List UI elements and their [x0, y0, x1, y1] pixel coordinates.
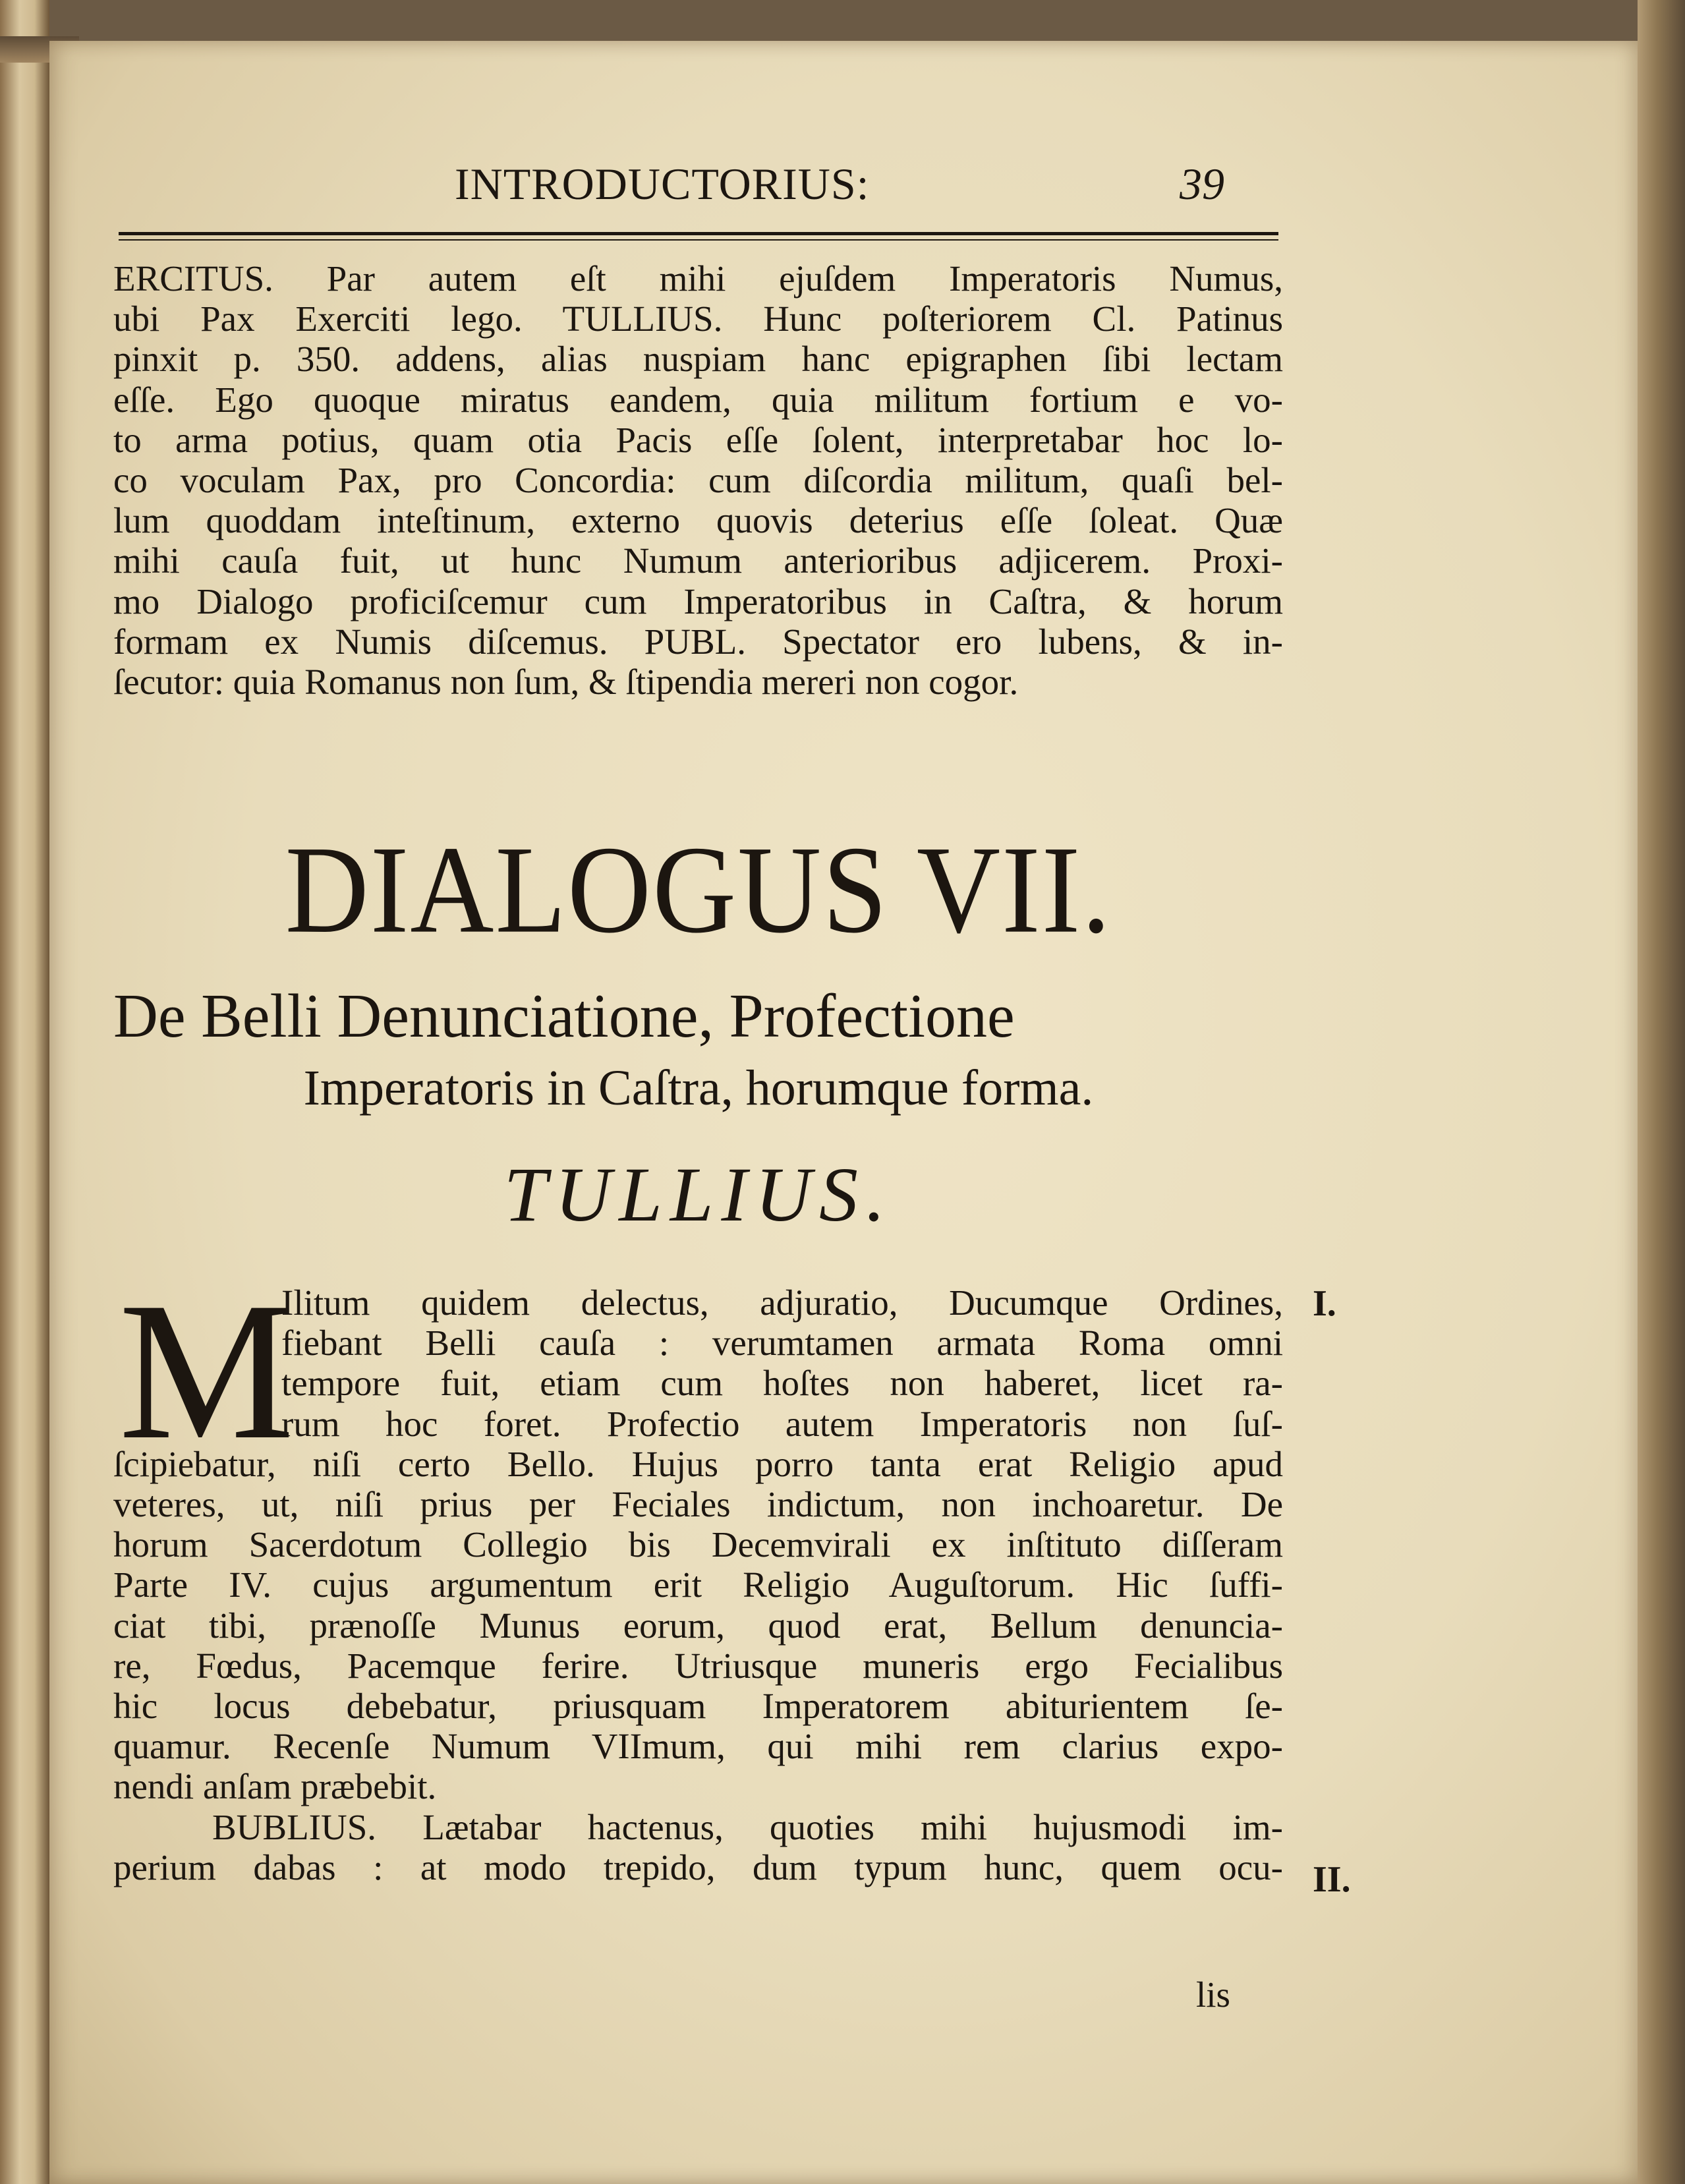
- text-line: BUBLIUS. Lætabar hactenus, quoties mihi hujusmodi im-: [212, 1806, 1283, 1847]
- text-line: mihi cauſa fuit, ut hunc Numum anterioribus adjicerem. Proxi-: [113, 540, 1283, 581]
- intro-paragraph: [113, 258, 1283, 702]
- text-line: hic locus debebatur, priusquam Imperatorem abiturientem ſe-: [113, 1686, 1283, 1727]
- speaker-heading: TULLIUS.: [503, 1151, 894, 1238]
- catchword: lis: [1196, 1974, 1230, 2015]
- chapter-heading: DIALOGUS VII.: [285, 820, 1112, 960]
- page-number: 39: [1180, 159, 1224, 209]
- text-line: tempore fuit, etiam cum hoſtes non haberet, licet ra-: [281, 1363, 1283, 1404]
- text-line: Parte IV. cujus argumentum erit Religio Auguſtorum. Hic ſuffi-: [113, 1565, 1283, 1605]
- text-line: ERCITUS. Par autem eſt mihi ejuſdem Imperatoris Numus,: [113, 258, 1283, 299]
- text-line: co voculam Pax, pro Concordia: cum diſcordia militum, quaſi bel-: [113, 460, 1283, 501]
- dialogue-paragraph: [113, 1261, 1283, 1887]
- text-line: re, Fœdus, Pacemque ferire. Utriusque muneris ergo Fecialibus: [113, 1645, 1283, 1686]
- margin-numeral: II.: [1313, 1859, 1351, 1900]
- text-line: lum quoddam inteſtinum, externo quovis deterius eſſe ſoleat. Quæ: [113, 500, 1283, 541]
- header-rule: [119, 232, 1278, 241]
- text-line: ciat tibi, prænoſſe Munus eorum, quod erat, Bellum denuncia-: [113, 1605, 1283, 1646]
- chapter-subtitle-line2: Imperatoris in Caſtra, horumque forma.: [303, 1060, 1094, 1116]
- text-line: eſſe. Ego quoque miratus eandem, quia militum fortium e vo-: [113, 379, 1283, 420]
- text-line: veteres, ut, niſi prius per Feciales indictum, non inchoaretur. De: [113, 1484, 1283, 1525]
- text-line: ubi Pax Exerciti lego. TULLIUS. Hunc poſteriorem Cl. Patinus: [113, 299, 1283, 339]
- text-line: fiebant Belli cauſa : verumtamen armata Roma omni: [281, 1323, 1283, 1364]
- text-line: rum hoc foret. Profectio autem Imperatoris non ſuſ-: [281, 1403, 1283, 1444]
- text-line: Ilitum quidem delectus, adjuratio, Ducumque Ordines,: [281, 1282, 1283, 1323]
- text-line: nendi anſam præbebit.: [113, 1766, 437, 1807]
- margin-numeral: I.: [1313, 1283, 1336, 1324]
- chapter-subtitle-line1: De Belli Denunciatione, Profectione: [113, 982, 1015, 1050]
- text-line: pinxit p. 350. addens, alias nuspiam hanc epigraphen ſibi lectam: [113, 339, 1283, 380]
- text-line: ſecutor: quia Romanus non ſum, & ſtipendia mereri non cogor.: [113, 662, 1019, 703]
- running-title: INTRODUCTORIUS:: [455, 159, 870, 209]
- drop-cap: M: [119, 1261, 295, 1480]
- text-line: ſcipiebatur, niſi certo Bello. Hujus porro tanta erat Religio apud: [113, 1443, 1283, 1484]
- text-line: to arma potius, quam otia Pacis eſſe ſolent, interpretabar hoc lo-: [113, 419, 1283, 460]
- text-line: quamur. Recenſe Numum VIImum, qui mihi rem clarius expo-: [113, 1726, 1283, 1767]
- text-line: formam ex Numis diſcemus. PUBL. Spectator ero lubens, & in-: [113, 621, 1283, 662]
- text-line: horum Sacerdotum Collegio bis Decemvirali ex inſtituto diſſeram: [113, 1524, 1283, 1565]
- text-line: mo Dialogo proficiſcemur cum Imperatoribus in Caſtra, & horum: [113, 581, 1283, 621]
- text-line: perium dabas : at modo trepido, dum typum hunc, quem ocu-: [113, 1847, 1283, 1887]
- right-page-edge: [1638, 0, 1685, 2184]
